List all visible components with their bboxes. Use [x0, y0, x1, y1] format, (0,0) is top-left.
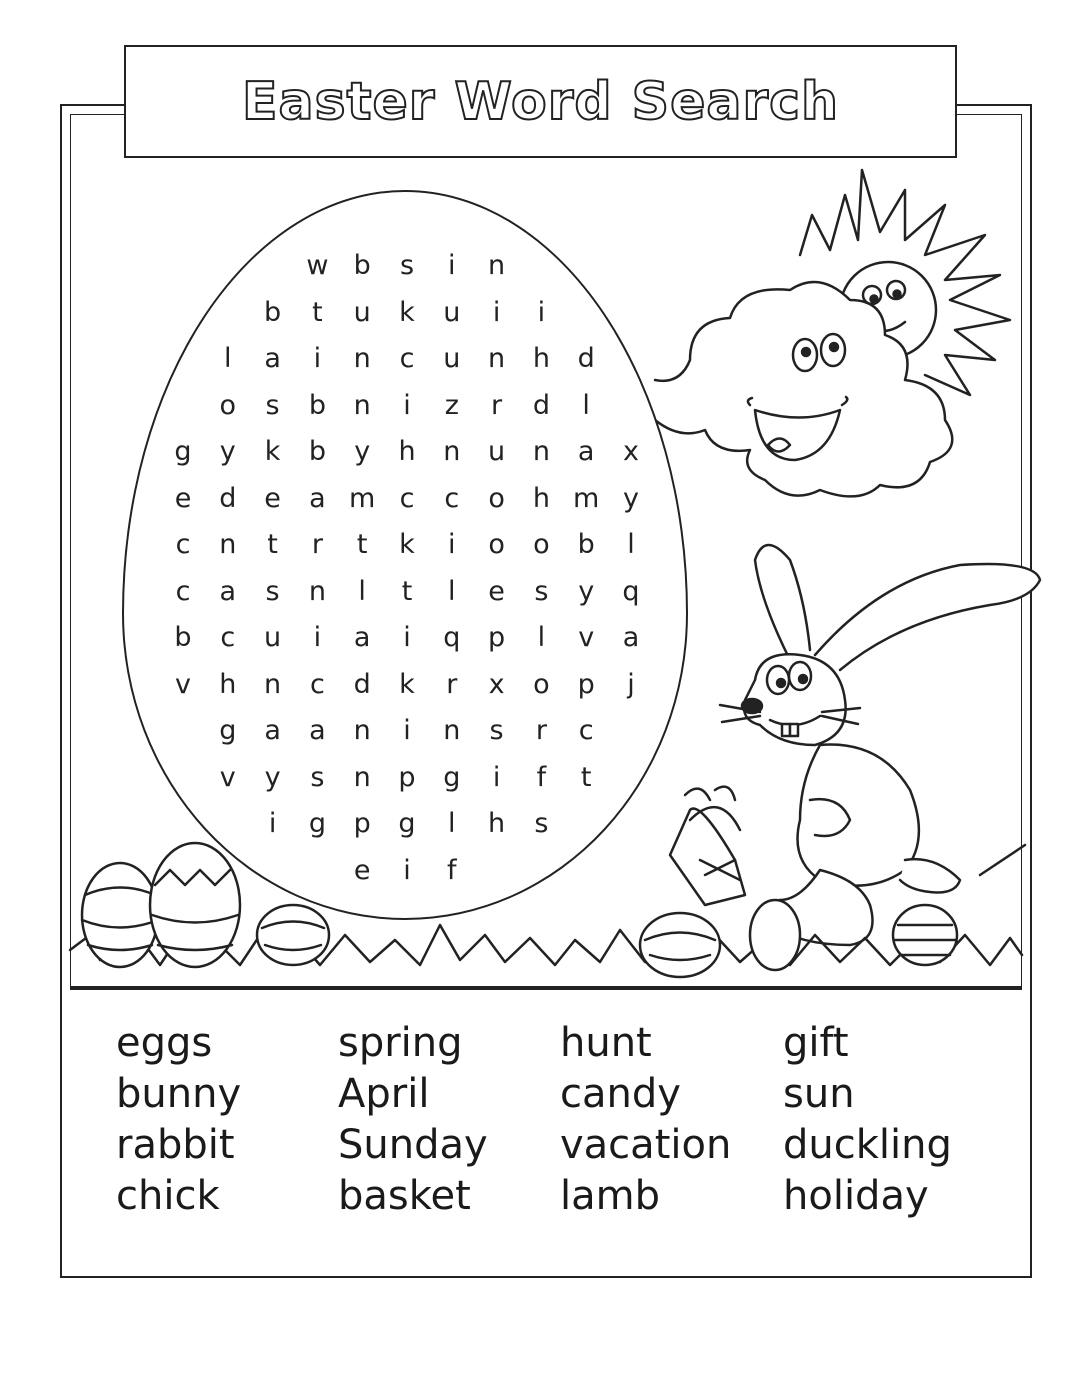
grid-letter: o: [488, 482, 505, 514]
easter-egg-icon: [150, 843, 240, 967]
grid-letter: i: [448, 250, 456, 281]
grid-letter: d: [577, 343, 595, 374]
word-column-1: [116, 1018, 241, 1222]
grid-letter: w: [306, 250, 329, 281]
grid-letter: i: [403, 622, 411, 653]
grid-letter: b: [264, 296, 282, 328]
grid-letter: l: [448, 808, 456, 839]
grid-letter: c: [578, 715, 594, 746]
grid-letter: o: [488, 529, 505, 560]
grid-letter: n: [353, 715, 371, 746]
grid-letter: u: [443, 296, 461, 328]
grid-letter: f: [536, 761, 547, 793]
grid-letter: g: [398, 808, 416, 839]
grid-letter: x: [623, 436, 639, 467]
grid-letter: r: [491, 389, 503, 421]
grid-letter: k: [399, 668, 415, 700]
grid-letter: d: [532, 389, 550, 421]
page-title: Easter Word Search: [242, 71, 839, 132]
easter-egg-icon: [640, 913, 720, 977]
grid-letter: t: [356, 529, 368, 560]
grid-letter: n: [488, 250, 506, 281]
grid-letter: k: [399, 529, 415, 560]
grid-letter: x: [488, 668, 505, 700]
grid-letter: c: [175, 529, 191, 560]
grid-letter: s: [310, 761, 325, 793]
word-item: basket: [338, 1173, 471, 1219]
grid-letter: c: [309, 668, 325, 700]
word-item: vacation: [560, 1122, 732, 1168]
grid-letter: r: [446, 668, 458, 700]
word-column-3: [560, 1018, 731, 1222]
grid-letter: p: [488, 622, 506, 653]
grid-letter: o: [533, 529, 550, 560]
grid-letter: s: [489, 715, 504, 746]
grid-letter: y: [219, 436, 236, 467]
grid-letter: e: [264, 482, 281, 514]
grid-letter: y: [354, 436, 371, 467]
word-item: lamb: [560, 1173, 660, 1219]
grid-letter: n: [353, 343, 371, 374]
grid-letter: v: [219, 761, 236, 793]
grid-letter: u: [488, 436, 506, 467]
grid-letter: y: [264, 761, 281, 793]
grid-letter: a: [309, 715, 326, 746]
grid-letter: l: [537, 622, 546, 653]
grid-letter: c: [399, 343, 415, 374]
grid-letter: b: [577, 529, 595, 560]
grid-letter: i: [492, 761, 501, 793]
grid-letter: c: [444, 482, 460, 514]
grid-letter: l: [224, 343, 232, 374]
grid-letter: s: [265, 575, 280, 607]
grid-letter: e: [174, 482, 192, 514]
grid-letter: p: [398, 761, 416, 793]
grid-letter: s: [265, 389, 280, 421]
word-item: rabbit: [116, 1122, 235, 1168]
grid-letter: n: [488, 343, 506, 374]
grid-letter: f: [447, 854, 457, 886]
grid-letter: b: [308, 436, 326, 467]
grid-letter: e: [353, 854, 371, 886]
grid-letter: u: [443, 343, 461, 374]
grid-letter: k: [399, 296, 415, 328]
word-item: chick: [116, 1173, 220, 1219]
grid-letter: c: [220, 622, 236, 653]
grid-letter: v: [578, 622, 595, 653]
grid-letter: a: [264, 715, 281, 746]
word-item: sun: [783, 1071, 855, 1117]
grid-letter: d: [219, 482, 237, 514]
grid-letter: n: [353, 389, 371, 421]
grid-letter: h: [398, 436, 416, 467]
word-item: eggs: [116, 1020, 213, 1066]
grid-letter: y: [623, 482, 639, 514]
grid-letter: a: [309, 482, 326, 514]
grid-letter: i: [313, 622, 322, 653]
grid-letter: a: [219, 575, 237, 607]
grid-letter: n: [353, 761, 371, 793]
grid-letter: i: [448, 529, 456, 560]
grid-letter: k: [264, 436, 281, 467]
grid-letter: s: [534, 808, 549, 839]
grid-letter: o: [219, 389, 237, 421]
grid-letter: d: [353, 668, 371, 700]
grid-letter: l: [358, 575, 366, 607]
word-column-2: [338, 1018, 488, 1222]
bunny-icon: [755, 545, 810, 660]
grid-letter: n: [443, 715, 461, 746]
title-box: [124, 45, 957, 158]
word-column-4: [783, 1018, 952, 1222]
grid-letter: g: [308, 808, 326, 839]
grid-letter: m: [349, 482, 376, 514]
grid-letter: h: [219, 668, 237, 700]
easter-egg-icon: [82, 863, 158, 967]
grid-letter: a: [622, 622, 640, 653]
grid-letter: h: [532, 482, 550, 514]
grid-letter: n: [219, 529, 237, 560]
grid-letter: a: [353, 622, 371, 653]
easter-egg-icon: [750, 900, 800, 970]
grid-letter: b: [308, 389, 326, 421]
grid-letter: i: [403, 389, 411, 421]
word-item: bunny: [116, 1071, 242, 1117]
grid-letter: n: [532, 436, 550, 467]
grid-letter: p: [353, 808, 371, 839]
word-item: April: [338, 1071, 430, 1117]
grid-letter: a: [577, 436, 595, 467]
grid-letter: g: [174, 436, 192, 467]
grid-letter: h: [488, 808, 506, 839]
grid-letter: z: [444, 389, 459, 421]
word-item: gift: [783, 1020, 849, 1066]
grid-letter: a: [264, 343, 281, 374]
grid-letter: b: [353, 250, 371, 281]
grid-letter: i: [492, 296, 501, 328]
word-item: spring: [338, 1020, 463, 1066]
grid-letter: q: [443, 622, 461, 653]
grid-letter: s: [399, 250, 415, 281]
grid-letter: h: [532, 343, 550, 374]
grid-letter: q: [622, 575, 640, 607]
grid-letter: s: [534, 575, 549, 607]
grid-letter: y: [578, 575, 595, 607]
grid-letter: u: [353, 296, 371, 328]
easter-egg-icon: [257, 905, 329, 965]
word-item: candy: [560, 1071, 681, 1117]
word-item: holiday: [783, 1173, 929, 1219]
grid-letter: i: [403, 854, 411, 886]
word-item: hunt: [560, 1020, 652, 1066]
grid-letter: c: [175, 575, 191, 607]
grid-letter: i: [537, 296, 546, 328]
word-item: Sunday: [338, 1122, 488, 1168]
grid-letter: i: [403, 715, 411, 746]
grid-letter: p: [577, 668, 595, 700]
grid-letter: r: [535, 715, 547, 746]
grid-letter: t: [312, 296, 323, 328]
grid-letter: l: [627, 529, 635, 560]
grid-letter: t: [401, 575, 413, 607]
grid-letter: b: [174, 622, 192, 653]
grid-letter: m: [573, 482, 600, 514]
grid-letter: n: [443, 436, 461, 467]
grid-letter: i: [268, 808, 277, 839]
grid-letter: v: [175, 668, 191, 700]
grid-letter: e: [488, 575, 505, 607]
grid-letter: n: [308, 575, 326, 607]
grid-letter: u: [264, 622, 282, 653]
grid-letter: j: [627, 668, 635, 700]
grid-letter: g: [219, 715, 237, 746]
grid-letter: l: [582, 389, 590, 421]
grid-letter: t: [267, 529, 278, 560]
grid-letter: t: [580, 761, 592, 793]
grid-letter: r: [311, 529, 323, 560]
grid-letter: i: [313, 343, 322, 374]
grid-letter: c: [399, 482, 415, 514]
grid-letter: n: [264, 668, 282, 700]
grid-letter: o: [533, 668, 550, 700]
word-item: duckling: [783, 1122, 952, 1168]
grid-letter: g: [443, 761, 461, 793]
grid-letter: l: [448, 575, 456, 607]
